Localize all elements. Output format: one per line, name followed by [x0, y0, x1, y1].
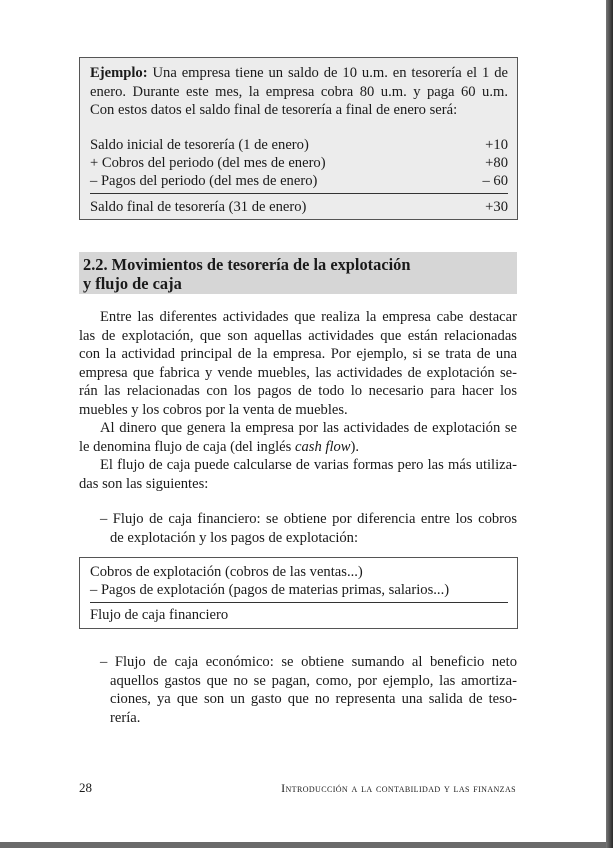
page-shadow: [606, 0, 613, 848]
calc-row-value: +80: [485, 155, 508, 171]
section-heading: [79, 252, 517, 294]
formula-divider: [90, 602, 508, 603]
calc-row: [90, 136, 508, 154]
running-footer-title: Introducción a la contabilidad y las finanzas: [281, 781, 516, 795]
list-item-line: aquellos gastos que no se pagan, como, por ejemplo, las amortiza-: [110, 672, 517, 689]
list-item-line: – Flujo de caja económico: se obtiene sumando al beneficio neto: [100, 654, 517, 670]
example-label: Ejemplo:: [90, 65, 148, 81]
example-intro: [90, 64, 508, 120]
example-intro-line: enero. Durante este mes, la empresa cobra 80 u.m. y paga 60 u.m.: [90, 83, 508, 100]
paragraph: [79, 456, 517, 493]
calc-total-row: [90, 198, 508, 216]
list-item-line: – Flujo de caja financiero: se obtiene por diferencia entre los cobros: [100, 511, 517, 527]
example-box: [79, 57, 518, 220]
list-item-line: de explotación y los pagos de explotación:: [110, 529, 359, 546]
calc-row-value: +10: [485, 137, 508, 153]
paragraph-line: das son las siguientes:: [79, 475, 209, 492]
formula-result: Flujo de caja financiero: [90, 607, 229, 623]
paragraph-line: con la actividad principal de la empresa. Por ejemplo, si se trata de una: [79, 346, 517, 362]
paragraph-line: [79, 438, 517, 457]
paragraph: [79, 308, 517, 419]
calc-row-label: Saldo inicial de tesorería (1 de enero): [90, 137, 309, 153]
section-heading-line: y flujo de caja: [83, 274, 182, 293]
example-intro-line: Una empresa tiene un saldo de 10 u.m. en tesorería el 1 de: [152, 65, 509, 81]
formula-row: Cobros de explotación (cobros de las ventas...): [90, 564, 363, 580]
italic-term: cash flow: [295, 438, 351, 455]
paragraph-line: empresa que fabrica y vende muebles, las actividades de explotación se-: [79, 364, 517, 381]
page-number: 28: [79, 780, 92, 795]
paragraph: [79, 419, 517, 456]
paragraph-text: ).: [350, 438, 360, 455]
calc-row: [90, 154, 508, 172]
list-item-line: rería.: [110, 709, 141, 726]
list-item: [100, 653, 517, 727]
paragraph-line: Entre las diferentes actividades que realiza la empresa cabe destacar: [100, 309, 517, 325]
section-heading-line: 2.2. Movimientos de tesorería de la explotación: [83, 255, 411, 274]
formula-box: [79, 557, 518, 629]
paragraph-line: El flujo de caja puede calcularse de varias formas pero las más utiliza-: [100, 457, 517, 473]
calc-row: [90, 172, 508, 190]
paragraph-line: las de explotación, que son aquellas actividades que están relacionadas: [79, 327, 517, 344]
paragraph-text: le denomina flujo de caja (del inglés: [79, 438, 295, 455]
list-item: [100, 510, 517, 547]
calc-row-label: + Cobros del periodo (del mes de enero): [90, 155, 326, 171]
paragraph-line: muebles y los cobros por la venta de muebles.: [79, 401, 348, 418]
calc-row-value: – 60: [482, 173, 508, 189]
list-item-line: ciones, ya que son un gasto que no representa una salida de teso-: [110, 691, 517, 707]
calc-row-label: – Pagos del periodo (del mes de enero): [90, 173, 318, 189]
sum-divider: [90, 193, 508, 194]
calc-total-value: +30: [485, 199, 508, 215]
example-intro-line: Con estos datos el saldo final de tesorería a final de enero será:: [90, 102, 458, 118]
paragraph-line: rán las relacionadas con los pagos de todo lo necesario para hacer los: [79, 383, 517, 399]
formula-row: – Pagos de explotación (pagos de materias primas, salarios...): [90, 582, 450, 598]
page-bottom-edge: [0, 842, 606, 848]
paragraph-line: Al dinero que genera la empresa por las actividades de explotación se: [100, 420, 517, 436]
calc-total-label: Saldo final de tesorería (31 de enero): [90, 199, 307, 215]
